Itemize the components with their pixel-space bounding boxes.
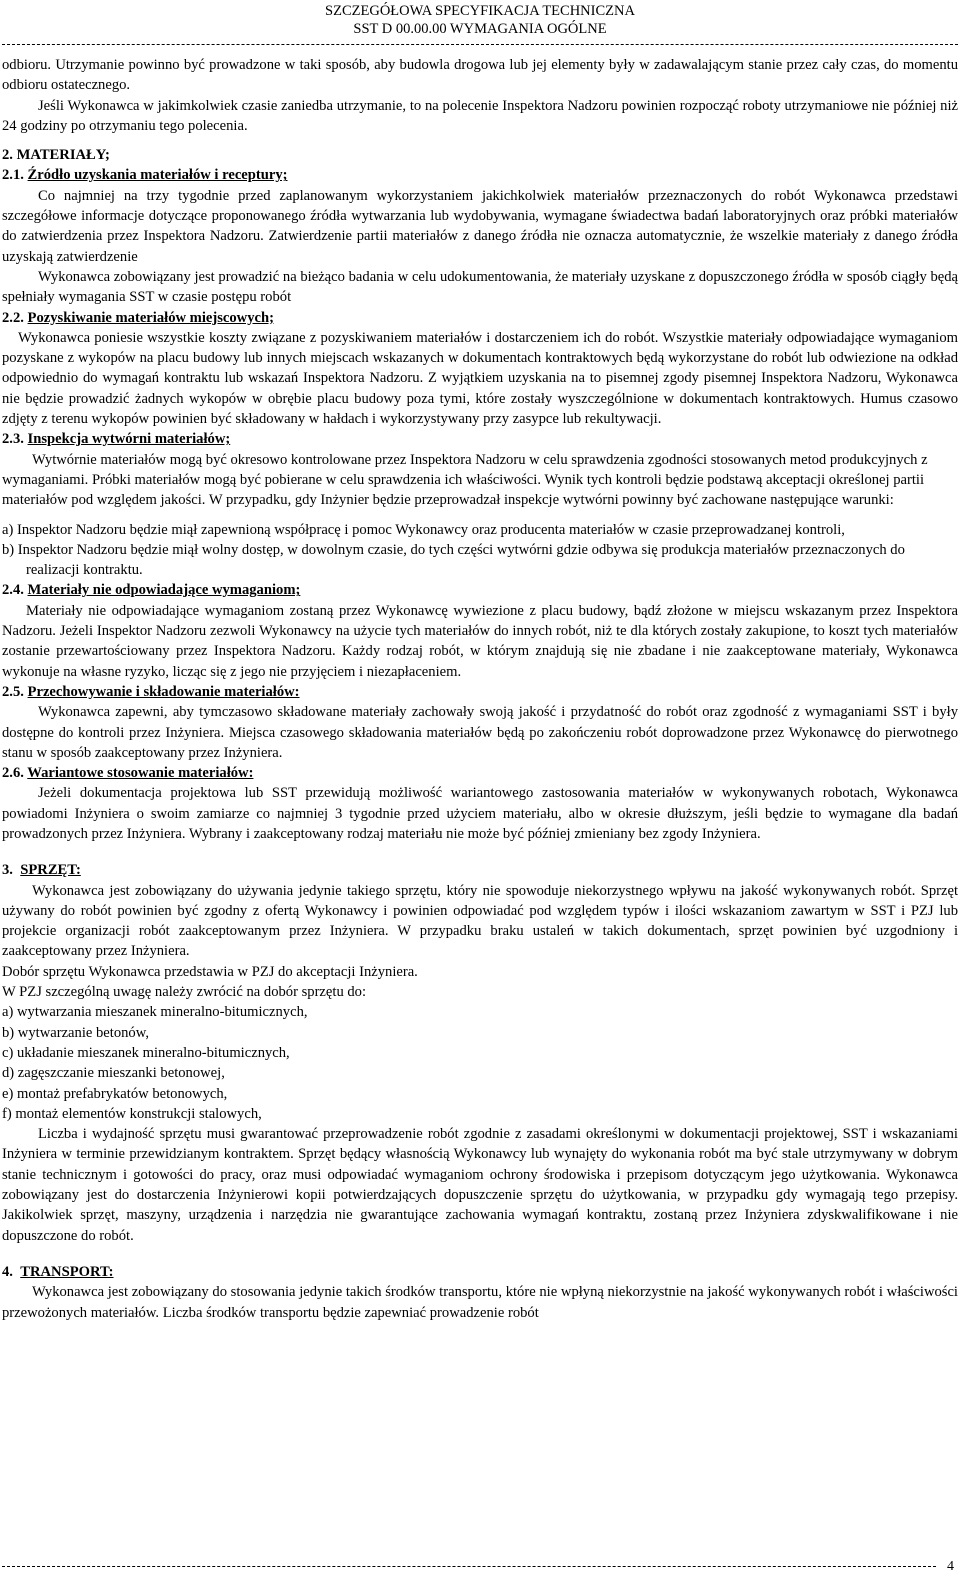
paragraph: Wykonawca jest zobowiązany do stosowania jedynie takich środków transportu, które nie wpłyną niekorzystnie na jakość wykonywanych robót i właściwości przewożonych materiałów. Liczba środków transportu będzie zapewniać prowadzenie robót (2, 1284, 958, 1321)
paragraph: Dobór sprzętu Wykonawca przedstawia w PZJ do akceptacji Inżyniera. (2, 963, 418, 980)
list-item: b) wytwarzanie betonów, (2, 1024, 149, 1041)
list-item: c) układanie mieszanek mineralno-bitumicznych, (2, 1044, 290, 1061)
paragraph: Wykonawca jest zobowiązany do używania jedynie takiego sprzętu, który nie spowoduje niekorzystnego wpływu na jakość wykonywanych robót. Sprzęt używany do robót powinien być zgodny z ofertą Wykonawcy i powinien odpowiadać pod względem typów i ilości wskazaniom zawartym w SST i PZJ lub projekcie organizacji robót zaakceptowanym przez Inżyniera. W przypadku braku ustaleń w takich dokumentach, sprzęt powinien być uzgodniony i zaakceptowany przez Inżyniera. (2, 882, 958, 960)
paragraph: Liczba i wydajność sprzętu musi gwarantować przeprowadzenie robót zgodnie z zasadami określonymi w dokumentacji projektowej, SST i wskazaniami Inżyniera w terminie przewidzianym kontraktem. Sprzęt będący własnością Wykonawcy lub wynajęty do wykonania robót ma być stale utrzymywany w dobrym stanie technicznym i gotowości do pracy, oraz musi odpowiadać wymaganiom ochrony środowiska i przepisom dotyczącym jego użytkowania. Wykonawca zobowiązany jest do dostarczenia Inżynierowi kopii potwierdzających dopuszczenie sprzętu do użytkowania, w przypadku gdy wymagają tego przepisy. Jakikolwiek sprzęt, maszyny, urządzenia i narzędzia nie gwarantujące zachowania wymagań kontraktu, zostaną przez Inżyniera zdyskwalifikowane i nie dopuszczone do robót. (2, 1126, 958, 1244)
page-header (0, 2, 960, 38)
footer-rule (2, 1566, 936, 1567)
section-heading-2-1: 2.1. Źródło uzyskania materiałów i receptury; (2, 167, 288, 184)
list-item: f) montaż elementów konstrukcji stalowych, (2, 1105, 262, 1122)
paragraph: Co najmniej na trzy tygodnie przed zaplanowanym wykorzystaniem jakichkolwiek materiałów przeznaczonych do robót Wykonawca przedstawi szczegółowe informacje dotyczące proponowanego źródła wytwarzania lub wydobywania, wymagane świadectwa badań laboratoryjnych oraz próbki materiałów do zatwierdzenia przez Inspektora Nadzoru. Zatwierdzenie partii materiałów z danego źródła nie oznacza automatycznie, że wszelkie materiały z danego źródła uzyskają zatwierdzenie (2, 187, 958, 265)
list-item: a) Inspektor Nadzoru będzie miął zapewnioną współpracę i pomoc Wykonawcy oraz producenta materiałów w czasie przeprowadzanej kontroli, (2, 521, 845, 538)
paragraph: Wytwórnie materiałów mogą być okresowo kontrolowane przez Inspektora Nadzoru w celu sprawdzenia zgodności stosowanych metod produkcyjnych z wymaganiami. Próbki materiałów mogą być pobierane w celu sprawdzenia ich właściwości. Wynik tych kontroli będzie podstawą akceptacji określonej partii materiałów pod względem jakości. W przypadku, gdy Inżynier będzie przeprowadzał inspekcje wytwórni powinny być zachowane następujące warunki: (2, 451, 928, 509)
paragraph: Wykonawca zobowiązany jest prowadzić na bieżąco badania w celu udokumentowania, że materiały uzyskane z dopuszczonego źródła w sposób ciągły będą spełniały wymagania SST w czasie postępu robót (2, 268, 958, 306)
paragraph: Wykonawca zapewni, aby tymczasowo składowane materiały zachowały swoją jakość i przydatność do robót oraz zgodność z wymaganiami SST i były dostępne do kontroli przez Inżyniera. Miejsca czasowego składowania materiałów będą po zakończeniu robót doprowadzone przez Wykonawcę do pierwotnego stanu w sposób zaakceptowany przez Inżyniera. (2, 704, 958, 761)
section-heading-2: 2. MATERIAŁY; (2, 147, 110, 164)
section-heading-2-3: 2.3. Inspekcja wytwórni materiałów; (2, 431, 231, 448)
section-heading-2-5: 2.5. Przechowywanie i składowanie materiałów: (2, 683, 300, 700)
paragraph: W PZJ szczególną uwagę należy zwrócić na dobór sprzętu do: (2, 984, 367, 1001)
list-item: d) zagęszczanie mieszanki betonowej, (2, 1065, 225, 1082)
header-subtitle: SST D 00.00.00 WYMAGANIA OGÓLNE (353, 21, 607, 37)
list-item: a) wytwarzania mieszanek mineralno-bitumicznych, (2, 1004, 308, 1021)
header-title: SZCZEGÓŁOWA SPECYFIKACJA TECHNICZNA (325, 3, 635, 19)
list-item: b) Inspektor Nadzoru będzie miął wolny dostęp, w dowolnym czasie, do tych części wytwórni gdzie odbywa się produkcja materiałów przeznaczonych do realizacji kontraktu. (2, 541, 905, 579)
section-heading-2-6: 2.6. Wariantowe stosowanie materiałów: (2, 765, 254, 782)
paragraph: Jeśli Wykonawca w jakimkolwiek czasie zaniedba utrzymanie, to na polecenie Inspektora Nadzoru powinien rozpocząć roboty utrzymaniowe nie później niż 24 godziny po otrzymaniu tego polecenia. (2, 97, 958, 134)
section-heading-4: 4. TRANSPORT: (2, 1263, 114, 1280)
list-item: e) montaż prefabrykatów betonowych, (2, 1085, 228, 1102)
document-body (2, 55, 958, 1323)
paragraph: Materiały nie odpowiadające wymaganiom zostaną przez Wykonawcę wywiezione z placu budowy, bądź złożone w miejscu wskazanym przez Inspektora Nadzoru. Jeżeli Inspektor Nadzoru zezwoli Wykonawcy na użycie tych materiałów do innych robót, niż te dla których zostały zakupione, to koszt tych materiałów zostanie przewartościowany przez Inspektora Nadzoru. Każdy rodzaj robót, w którym znajdują się nie zbadane i nie zaakceptowane materiały, Wykonawca wykonuje na własne ryzyko, licząc się z jego nie przyjęciem i niezapłaceniem. (2, 602, 958, 680)
paragraph: Wykonawca poniesie wszystkie koszty związane z pozyskiwaniem materiałów i dostarczeniem ich do robót. Wszystkie materiały odpowiadające wymaganiom pozyskane z wykopów na placu budowy lub innych miejscach wskazanych w dokumentach kontraktowych będą wykorzystane do robót lub odwiezione na odkład odpowiednio do wymagań kontraktu lub wskazań Inspektora Nadzoru. Z wyjątkiem uzyskania na to pisemnej zgody pisemnej Inspektora Nadzoru, Wykonawca nie będzie prowadzić żadnych wykopów w obrębie placu budowy poza tymi, które zostały wyszczególnione w dokumentach kontraktowych. Humus czasowo zdjęty z terenu wykopów powinien być składowany w hałdach i wykorzystywany przy zasypce lub rekultywacji. (2, 329, 958, 428)
paragraph: Jeżeli dokumentacja projektowa lub SST przewidują możliwość wariantowego zastosowania materiałów w wykonywanych robotach, Wykonawca powiadomi Inżyniera o swoim zamiarze co najmniej 3 tygodnie przed użyciem materiału, albo w okresie dłuższym, jeśli będzie to wymagane dla badań prowadzonych przez Inżyniera. Wybrany i zaakceptowany rodzaj materiału nie może być później zmieniany bez zgody Inżyniera. (2, 785, 958, 842)
section-heading-3: 3. SPRZĘT: (2, 862, 81, 879)
header-rule (2, 44, 958, 45)
section-heading-2-2: 2.2. Pozyskiwanie materiałów miejscowych; (2, 309, 274, 326)
page-number: 4 (947, 1559, 954, 1574)
section-heading-2-4: 2.4. Materiały nie odpowiadające wymaganiom; (2, 582, 301, 599)
paragraph: odbioru. Utrzymanie powinno być prowadzone w taki sposób, aby budowla drogowa lub jej elementy były w zadawalającym stanie przez cały czas, do momentu odbioru ostatecznego. (2, 57, 958, 94)
